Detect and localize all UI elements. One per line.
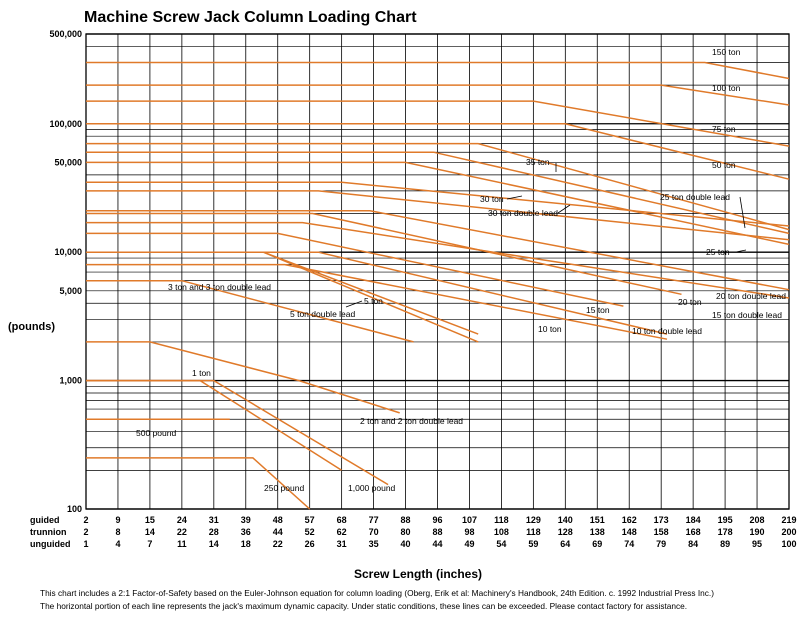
x-tick-label: 118 bbox=[494, 515, 509, 525]
x-tick-label: 28 bbox=[208, 527, 219, 537]
x-tick-label: 148 bbox=[621, 527, 637, 537]
x-tick-label: 57 bbox=[304, 515, 315, 525]
x-tick-label: 190 bbox=[749, 527, 765, 537]
series-annotation: 500 pound bbox=[136, 428, 177, 438]
x-tick-label: 54 bbox=[496, 539, 507, 549]
series-annotation: 50 ton bbox=[712, 160, 736, 170]
x-tick-label: 129 bbox=[525, 515, 541, 525]
x-row-label: unguided bbox=[30, 539, 71, 549]
x-tick-label: 40 bbox=[400, 539, 411, 549]
x-axis-ticks bbox=[30, 515, 797, 549]
x-tick-label: 14 bbox=[208, 539, 219, 549]
y-tick-label: 100,000 bbox=[49, 118, 82, 129]
x-tick-label: 84 bbox=[688, 539, 699, 549]
x-tick-label: 14 bbox=[144, 527, 155, 537]
series-annotation: 5 ton double lead bbox=[290, 309, 356, 319]
x-tick-label: 22 bbox=[272, 539, 283, 549]
x-tick-label: 2 bbox=[83, 527, 89, 537]
series-annotation: 150 ton bbox=[712, 47, 741, 57]
x-tick-label: 151 bbox=[589, 515, 605, 525]
x-tick-label: 200 bbox=[781, 527, 797, 537]
x-tick-label: 52 bbox=[304, 527, 315, 537]
x-tick-label: 77 bbox=[368, 515, 379, 525]
series-annotation: 100 ton bbox=[712, 83, 741, 93]
series-annotation: 1 ton bbox=[192, 368, 211, 378]
series-annotation: 75 ton bbox=[712, 124, 736, 134]
x-tick-label: 2 bbox=[83, 515, 89, 525]
x-tick-label: 88 bbox=[432, 527, 443, 537]
y-tick-label: 5,000 bbox=[59, 285, 82, 296]
series-line bbox=[86, 381, 388, 485]
footnote-line-2: The horizontal portion of each line represents the jack's maximum dynamic capacity. Under static conditions, these lines can be exceeded. Please contact factory for assistance. bbox=[40, 601, 688, 611]
x-tick-label: 178 bbox=[717, 527, 733, 537]
x-tick-label: 24 bbox=[176, 515, 187, 525]
x-axis-label: Screw Length (inches) bbox=[353, 567, 483, 581]
series-annotation: 20 ton bbox=[678, 297, 702, 307]
x-tick-label: 173 bbox=[653, 515, 669, 525]
annotation-leader bbox=[346, 301, 362, 307]
series-annotation: 30 ton bbox=[480, 194, 504, 204]
x-tick-label: 80 bbox=[400, 527, 411, 537]
x-tick-label: 59 bbox=[528, 539, 539, 549]
x-tick-label: 138 bbox=[589, 527, 605, 537]
x-tick-label: 1 bbox=[83, 539, 89, 549]
x-row-label: guided bbox=[30, 515, 60, 525]
x-tick-label: 89 bbox=[720, 539, 731, 549]
x-tick-label: 118 bbox=[526, 527, 541, 537]
x-tick-label: 11 bbox=[177, 539, 187, 549]
y-axis-label: (pounds) bbox=[8, 321, 56, 333]
x-tick-label: 9 bbox=[115, 515, 121, 525]
x-tick-label: 69 bbox=[592, 539, 603, 549]
series-line bbox=[86, 252, 478, 342]
x-tick-label: 96 bbox=[432, 515, 443, 525]
x-tick-label: 4 bbox=[115, 539, 121, 549]
x-tick-label: 68 bbox=[336, 515, 347, 525]
x-row-label: trunnion bbox=[30, 527, 67, 537]
x-tick-label: 95 bbox=[752, 539, 763, 549]
chart-title: Machine Screw Jack Column Loading Chart bbox=[84, 9, 417, 26]
x-tick-label: 70 bbox=[368, 527, 379, 537]
y-tick-label: 100 bbox=[66, 504, 82, 514]
x-tick-label: 31 bbox=[336, 539, 347, 549]
y-axis-ticks bbox=[49, 29, 82, 514]
x-tick-label: 208 bbox=[749, 515, 765, 525]
series-annotation: 3 ton and 3 ton double lead bbox=[168, 282, 272, 292]
x-tick-label: 18 bbox=[240, 539, 251, 549]
x-tick-label: 98 bbox=[464, 527, 475, 537]
series-annotation: 1,000 pound bbox=[348, 483, 396, 493]
series-line bbox=[86, 342, 400, 413]
footnote-line-1: This chart includes a 2:1 Factor-of-Safety based on the Euler-Johnson equation for column loading (Oberg, Erik et al: Machinery's Handbook, 24th Edition. c. 1992 Industrial Press Inc.) bbox=[40, 588, 714, 598]
series-annotation: 250 pound bbox=[264, 483, 305, 493]
y-tick-label: 10,000 bbox=[54, 247, 82, 258]
x-tick-label: 195 bbox=[717, 515, 733, 525]
series-annotations bbox=[136, 47, 786, 493]
series-annotation: 25 ton double lead bbox=[660, 192, 730, 202]
x-tick-label: 39 bbox=[240, 515, 251, 525]
x-tick-label: 88 bbox=[400, 515, 411, 525]
series-annotation: 15 ton bbox=[586, 305, 610, 315]
series-annotation: 20 ton double lead bbox=[716, 291, 786, 301]
x-tick-label: 107 bbox=[461, 515, 477, 525]
x-tick-label: 22 bbox=[176, 527, 187, 537]
x-tick-label: 168 bbox=[685, 527, 701, 537]
x-tick-label: 31 bbox=[208, 515, 219, 525]
series-annotation: 25 ton bbox=[706, 247, 730, 257]
x-tick-label: 7 bbox=[147, 539, 153, 549]
y-tick-label: 50,000 bbox=[54, 157, 82, 168]
series-annotation: 10 ton double lead bbox=[632, 326, 702, 336]
x-tick-label: 44 bbox=[272, 527, 283, 537]
y-tick-label: 1,000 bbox=[59, 375, 82, 386]
x-tick-label: 162 bbox=[621, 515, 637, 525]
x-tick-label: 8 bbox=[115, 527, 121, 537]
x-tick-label: 44 bbox=[432, 539, 443, 549]
series-annotation: 2 ton and 2 ton double lead bbox=[360, 416, 464, 426]
series-line bbox=[86, 233, 623, 306]
x-tick-label: 74 bbox=[624, 539, 635, 549]
chart-grid bbox=[86, 34, 789, 509]
x-tick-label: 35 bbox=[368, 539, 379, 549]
x-tick-label: 26 bbox=[304, 539, 315, 549]
x-tick-label: 48 bbox=[272, 515, 283, 525]
x-tick-label: 158 bbox=[653, 527, 669, 537]
x-tick-label: 64 bbox=[560, 539, 571, 549]
y-tick-label: 500,000 bbox=[49, 29, 82, 39]
x-tick-label: 49 bbox=[464, 539, 475, 549]
x-tick-label: 108 bbox=[493, 527, 509, 537]
series-annotation: 30 ton double lead bbox=[488, 208, 558, 218]
x-tick-label: 62 bbox=[336, 527, 347, 537]
series-annotation: 15 ton double lead bbox=[712, 310, 782, 320]
x-tick-label: 128 bbox=[557, 527, 573, 537]
x-tick-label: 219 bbox=[781, 515, 797, 525]
series-annotation: 10 ton bbox=[538, 324, 562, 334]
x-tick-label: 36 bbox=[240, 527, 251, 537]
series-annotation: 5 ton bbox=[364, 296, 383, 306]
series-annotation: 35 ton bbox=[526, 157, 550, 167]
x-tick-label: 100 bbox=[781, 539, 797, 549]
annotation-leader bbox=[558, 205, 570, 213]
x-tick-label: 79 bbox=[656, 539, 667, 549]
x-tick-label: 15 bbox=[144, 515, 155, 525]
x-tick-label: 184 bbox=[685, 515, 701, 525]
x-tick-label: 140 bbox=[557, 515, 573, 525]
